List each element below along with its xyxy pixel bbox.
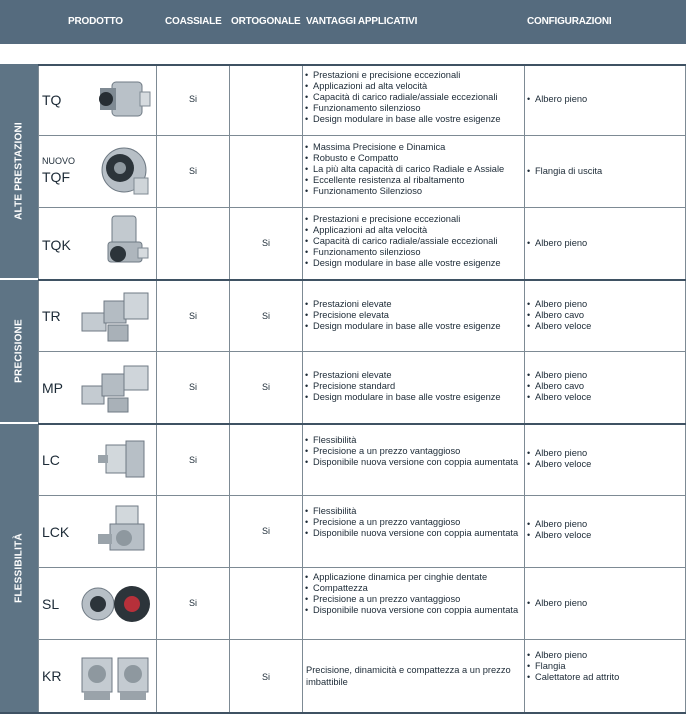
vantaggi-list (304, 370, 522, 403)
section-flessibilita (0, 424, 39, 712)
table-row (38, 64, 686, 135)
vantaggio-item: • Disponibile nuova versione con coppia aumentata (304, 528, 522, 539)
vantaggio-item: • Prestazioni e precisione eccezionali (304, 214, 522, 225)
gearbox-image (92, 74, 154, 124)
coassiale-value: Si (189, 94, 198, 104)
table-row (38, 568, 686, 639)
vantaggio-item: • Precisione a un prezzo vantaggioso (304, 446, 522, 457)
vantaggio-item: • La più alta capacità di carico Radiale e Assiale (304, 164, 522, 175)
product-table (38, 64, 686, 712)
vantaggio-item: • Robusto e Compatto (304, 153, 522, 164)
config-item: • Albero pieno (526, 370, 686, 381)
config-item: • Albero pieno (526, 519, 686, 530)
coassiale-value: Si (189, 382, 198, 392)
config-item: • Calettatore ad attrito (526, 672, 686, 683)
vantaggio-item: • Prestazioni elevate (304, 370, 522, 381)
ortogonale-value: Si (262, 672, 271, 682)
vantaggio-item: • Applicazioni ad alta velocità (304, 81, 522, 92)
config-list (526, 598, 686, 609)
vantaggi-list (304, 70, 522, 125)
coassiale-value: Si (189, 455, 198, 465)
gearbox-image (78, 358, 154, 416)
vantaggio-item: • Design modulare in base alle vostre esigenze (304, 114, 522, 125)
gearbox-image (80, 578, 154, 630)
table-header (0, 0, 686, 44)
config-item: • Albero pieno (526, 94, 686, 105)
vantaggio-item: • Capacità di carico radiale/assiale eccezionali (304, 92, 522, 103)
gearbox-image (94, 502, 154, 560)
config-item: • Albero veloce (526, 459, 686, 470)
vantaggio-item: • Precisione a un prezzo vantaggioso (304, 594, 522, 605)
table-row (38, 136, 686, 207)
coassiale-value: Si (189, 598, 198, 608)
vantaggio-item: • Precisione standard (304, 381, 522, 392)
vantaggio-item: • Flessibilità (304, 506, 522, 517)
config-item: • Albero pieno (526, 299, 686, 310)
product-name: MP (42, 380, 63, 396)
config-list (526, 448, 686, 470)
vantaggio-item: • Design modulare in base alle vostre esigenze (304, 392, 522, 403)
config-item: • Albero pieno (526, 448, 686, 459)
vantaggio-item: • Funzionamento Silenzioso (304, 186, 522, 197)
ortogonale-value: Si (262, 526, 271, 536)
vantaggio-item: • Applicazioni ad alta velocità (304, 225, 522, 236)
config-item: • Albero cavo (526, 310, 686, 321)
gearbox-image (96, 142, 152, 200)
config-item: • Albero pieno (526, 238, 686, 249)
table-row (38, 496, 686, 567)
table-row (38, 352, 686, 423)
vantaggio-item: • Capacità di carico radiale/assiale eccezionali (304, 236, 522, 247)
section-label: ALTE PRESTAZIONI (13, 122, 25, 220)
config-item: • Flangia (526, 661, 686, 672)
config-list (526, 238, 686, 249)
config-item: • Albero pieno (526, 650, 686, 661)
product-name: TQ (42, 92, 62, 108)
vantaggi-list (304, 506, 522, 539)
vantaggio-item: • Design modulare in base alle vostre esigenze (304, 258, 522, 269)
section-alte-prestazioni (0, 64, 39, 278)
config-list (526, 166, 686, 177)
vantaggio-item: • Compattezza (304, 583, 522, 594)
product-name: SL (42, 596, 60, 612)
header-configurazioni: CONFIGURAZIONI (527, 16, 612, 27)
product-name: KR (42, 668, 62, 684)
vantaggio-item: • Prestazioni elevate (304, 299, 522, 310)
config-item: • Albero pieno (526, 598, 686, 609)
product-name: TR (42, 308, 61, 324)
vantaggi-list (304, 214, 522, 269)
config-item: • Albero cavo (526, 381, 686, 392)
vantaggio-item: • Funzionamento silenzioso (304, 247, 522, 258)
config-list (526, 519, 686, 541)
coassiale-value: Si (189, 166, 198, 176)
header-coassiale: COASSIALE (165, 16, 222, 27)
vantaggio-item: • Funzionamento silenzioso (304, 103, 522, 114)
config-list (526, 370, 686, 403)
vantaggio-item: • Precisione elevata (304, 310, 522, 321)
gearbox-image (98, 212, 152, 274)
ortogonale-value: Si (262, 311, 271, 321)
config-list (526, 94, 686, 105)
header-spacer (0, 44, 686, 64)
vantaggio-item: • Design modulare in base alle vostre esigenze (304, 321, 522, 332)
table-row (38, 208, 686, 279)
vantaggio-item: • Prestazioni e precisione eccezionali (304, 70, 522, 81)
header-ortogonale: ORTOGONALE (231, 16, 301, 27)
vantaggio-item: • Flessibilità (304, 435, 522, 446)
vantaggi-list (304, 142, 522, 197)
section-label: PRECISIONE (13, 319, 25, 383)
config-item: • Flangia di uscita (526, 166, 686, 177)
gearbox-image (96, 435, 152, 485)
vantaggio-item: • Disponibile nuova versione con coppia aumentata (304, 457, 522, 468)
config-item: • Albero veloce (526, 392, 686, 403)
config-item: • Albero veloce (526, 321, 686, 332)
gearbox-image (78, 648, 154, 706)
section-label: FLESSIBILITÀ (13, 533, 25, 603)
table-row (38, 640, 686, 712)
coassiale-value: Si (189, 311, 198, 321)
vantaggio-item: • Precisione a un prezzo vantaggioso (304, 517, 522, 528)
table-row (38, 425, 686, 495)
section-precisione (0, 280, 39, 422)
gearbox-image (78, 287, 154, 345)
vantaggio-item: • Massima Precisione e Dinamica (304, 142, 522, 153)
product-name: TQK (42, 237, 71, 253)
config-item: • Albero veloce (526, 530, 686, 541)
vantaggi-list (304, 572, 522, 616)
table-row (38, 281, 686, 351)
product-name: LC (42, 452, 60, 468)
product-name: LCK (42, 524, 70, 540)
vantaggio-item: • Disponibile nuova versione con coppia aumentata (304, 605, 522, 616)
ortogonale-value: Si (262, 238, 271, 248)
header-vantaggi: VANTAGGI APPLICATIVI (306, 16, 418, 27)
vantaggio-item: • Applicazione dinamica per cinghie dentate (304, 572, 522, 583)
config-list (526, 299, 686, 332)
vantaggio-item: • Eccellente resistenza al ribaltamento (304, 175, 522, 186)
vantaggi-list (304, 299, 522, 332)
ortogonale-value: Si (262, 382, 271, 392)
header-prodotto: PRODOTTO (68, 16, 123, 27)
product-name: TQF (42, 169, 70, 185)
vantaggi-text: Precisione, dinamicità e compattezza a un prezzo imbattibile (306, 665, 511, 687)
config-list (526, 650, 686, 683)
vantaggi-list (304, 435, 522, 468)
new-badge: NUOVO (42, 156, 76, 166)
